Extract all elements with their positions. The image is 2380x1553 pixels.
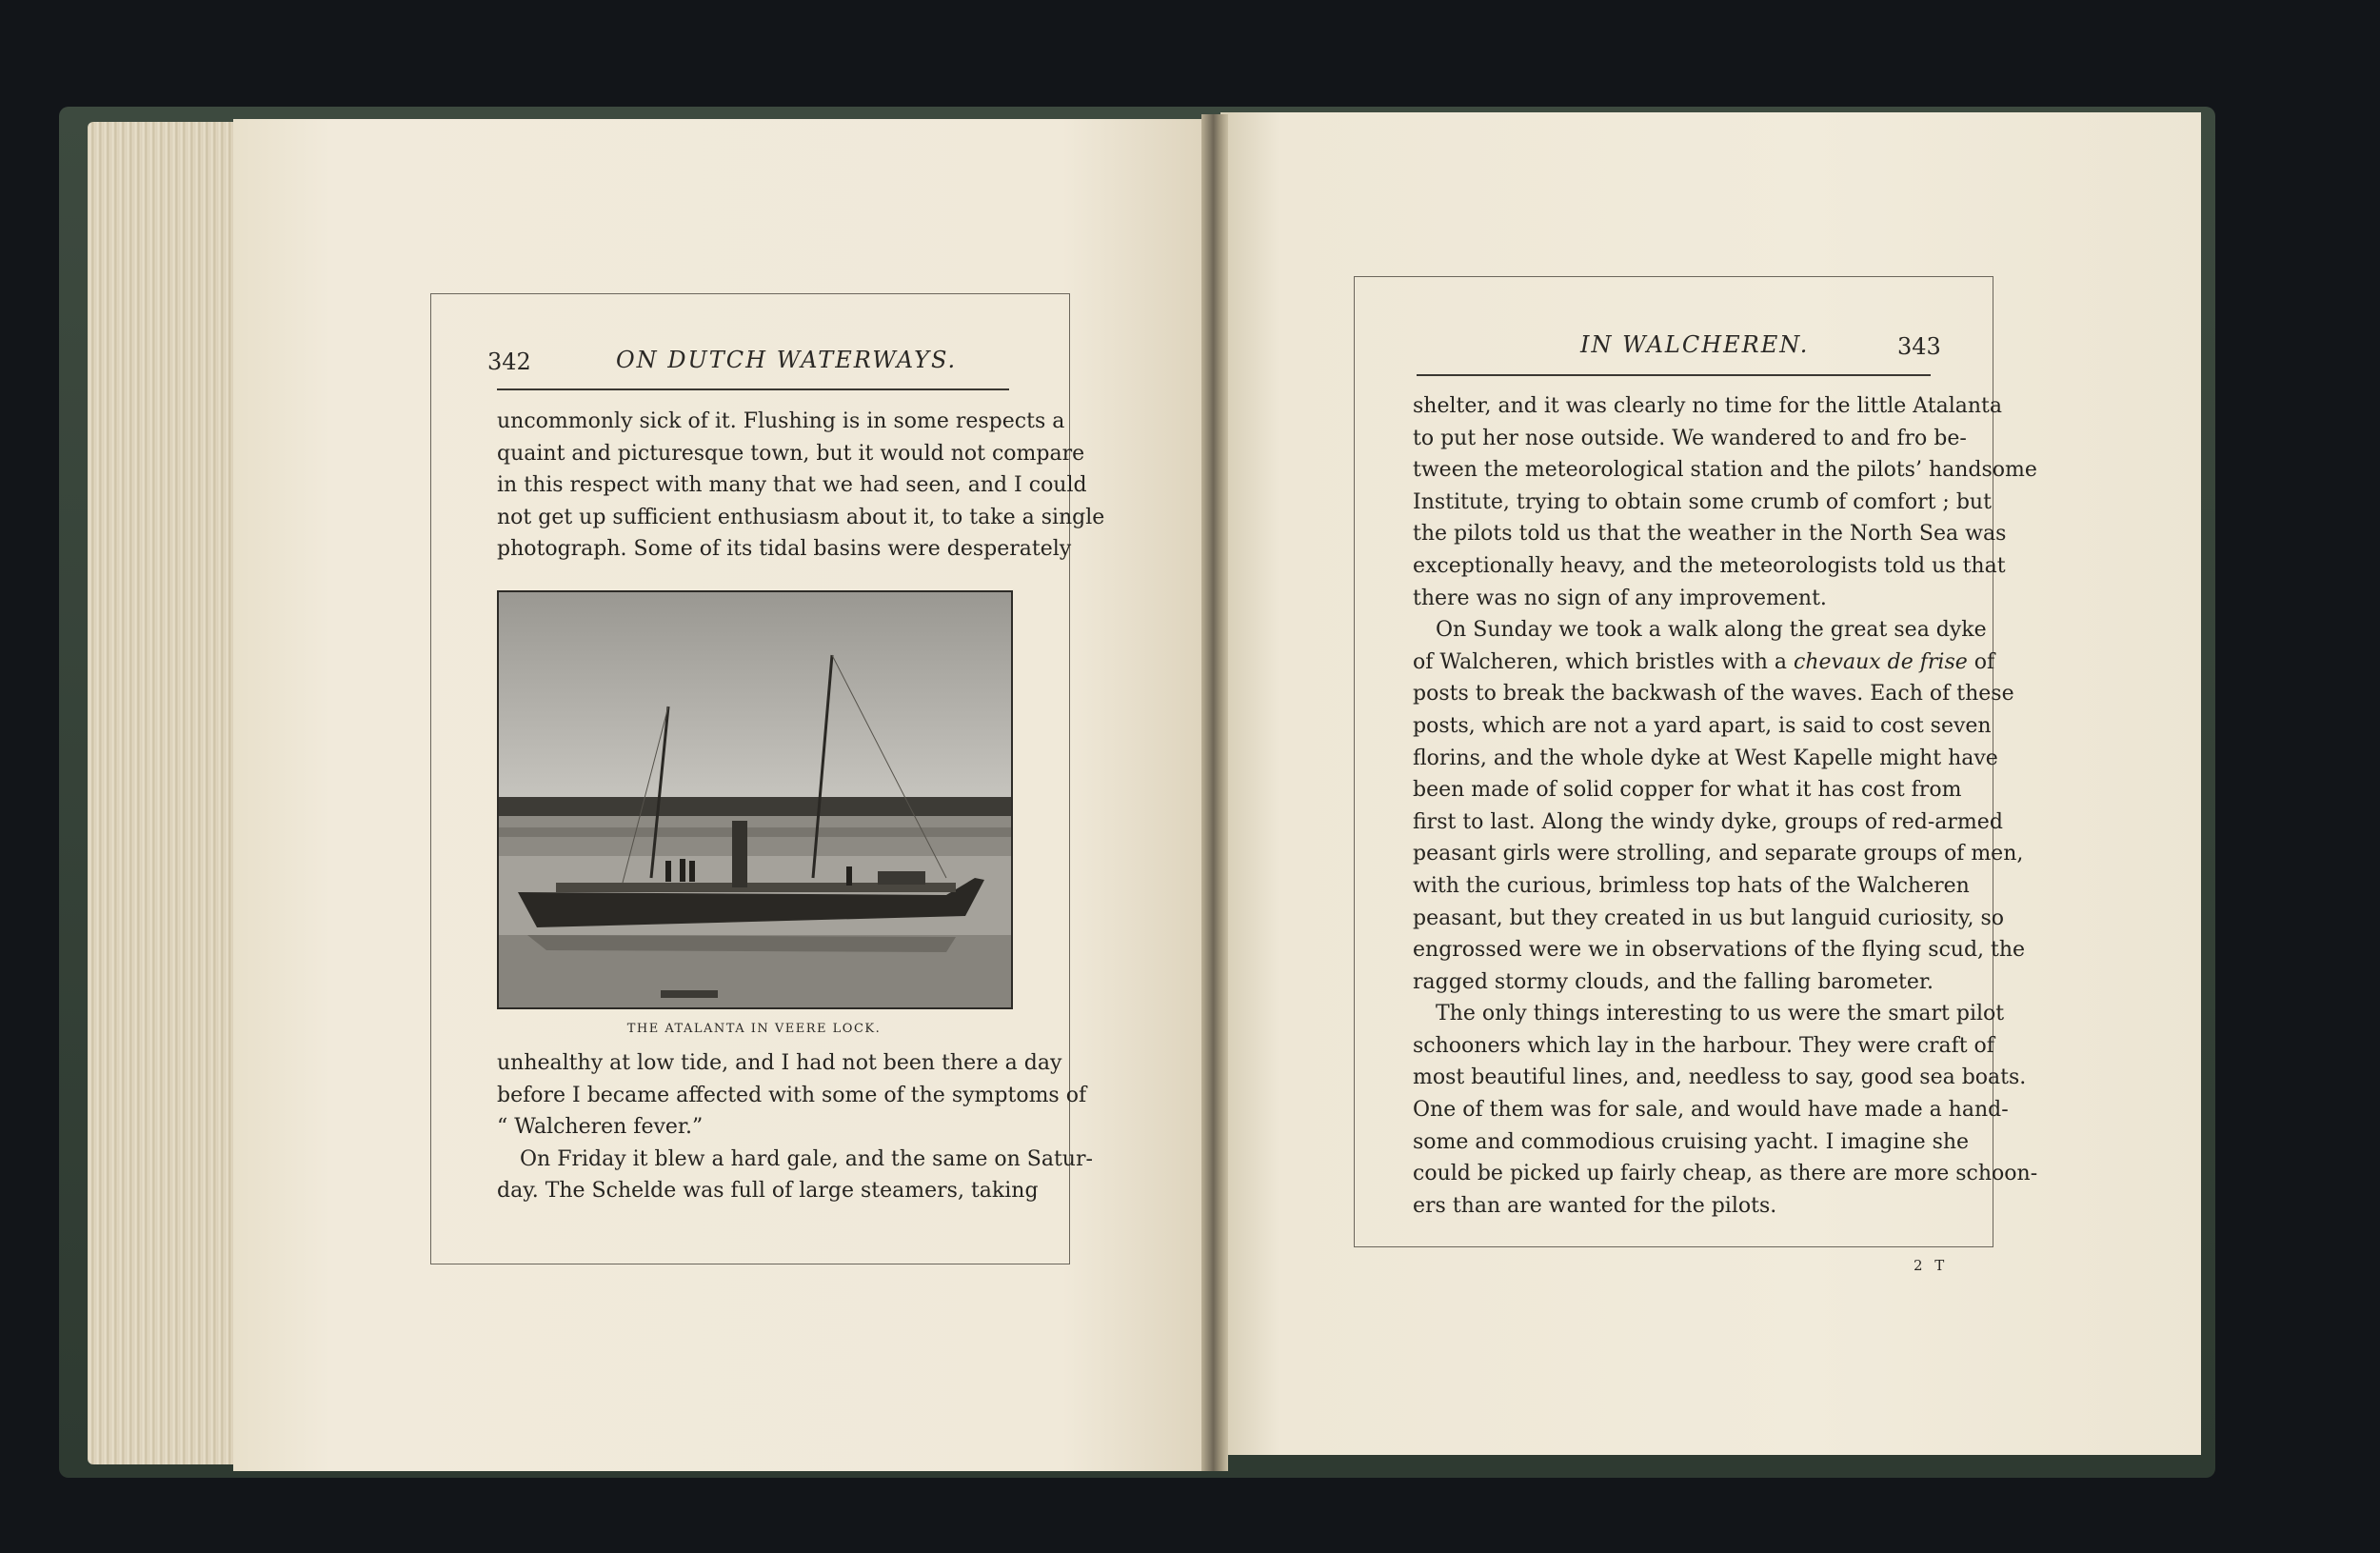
running-title-right: IN WALCHEREN. [1580,331,1810,358]
right-text [1413,390,2038,1222]
text-line: there was no sign of any improvement. [1413,586,1827,610]
text-line: been made of solid copper for what it has cost from [1413,778,1962,803]
text-line: shelter, and it was clearly no time for the little Atalanta [1413,394,2003,418]
text-line: day. The Schelde was full of large steamers, taking [497,1179,1039,1204]
text-line: ragged stormy clouds, and the falling barometer. [1413,969,1934,994]
running-title-left: ON DUTCH WATERWAYS. [616,347,958,373]
atalanta-photograph [497,590,1013,1009]
text-line: engrossed were we in observations of the flying scud, the [1413,938,2026,963]
page-number-right: 343 [1897,333,1941,360]
text-line: florins, and the whole dyke at West Kapelle might have [1413,746,1998,770]
text-line: posts, which are not a yard apart, is said to cost seven [1413,713,1992,738]
text-line-with-italic [1413,647,1995,679]
text-line: with the curious, brimless top hats of the Walcheren [1413,873,1970,898]
text-line: uncommonly sick of it. Flushing is in some respects a [497,409,1065,433]
text-line: most beautiful lines, and, needless to say, good sea boats. [1413,1065,2027,1090]
text-line: One of them was for sale, and would have made a hand- [1413,1098,2009,1123]
header-rule-right [1417,374,1931,376]
text-line: ers than are wanted for the pilots. [1413,1193,1777,1218]
text-line: the pilots told us that the weather in the North Sea was [1413,522,2007,547]
left-text-top [497,406,1105,566]
text-line: quaint and picturesque town, but it would not compare [497,441,1085,466]
text-line: exceptionally heavy, and the meteorologists told us that [1413,553,2006,578]
signature-mark: 2 T [1914,1257,1949,1274]
text-fragment: of Walcheren, which bristles with a [1413,649,1788,674]
text-line: could be picked up fairly cheap, as there are more schoon- [1413,1162,2038,1186]
text-line: in this respect with many that we had seen, and I could [497,473,1087,498]
text-line: schooners which lay in the harbour. They were craft of [1413,1033,1994,1058]
text-line: On Sunday we took a walk along the great sea dyke [1436,618,1987,643]
book-gutter [1201,114,1228,1471]
text-fragment: of [1973,649,1995,674]
left-text-bottom [497,1047,1093,1207]
text-line: photograph. Some of its tidal basins were desperately [497,537,1072,562]
text-line: some and commodious cruising yacht. I imagine she [1413,1129,1970,1154]
italic-phrase: chevaux de frise [1794,649,1968,674]
text-line: Institute, trying to obtain some crumb of comfort ; but [1413,489,1992,514]
page-number-left: 342 [487,348,531,375]
page-edges [88,122,240,1464]
photo-caption: THE ATALANTA IN VEERE LOCK. [626,1022,882,1036]
text-line: peasant girls were strolling, and separate groups of men, [1413,842,2024,866]
text-line: first to last. Along the windy dyke, groups of red-armed [1413,809,2003,834]
text-line: On Friday it blew a hard gale, and the same on Satur- [520,1146,1093,1171]
text-line: The only things interesting to us were the smart pilot [1436,1002,2005,1026]
text-line: tween the meteorological station and the pilots’ handsome [1413,458,2037,483]
text-line: to put her nose outside. We wandered to and fro be- [1413,426,1967,450]
text-line: before I became affected with some of the symptoms of [497,1083,1087,1107]
text-line: peasant, but they created in us but languid curiosity, so [1413,906,2004,930]
text-line: “ Walcheren fever.” [497,1115,704,1140]
text-line: posts to break the backwash of the waves. Each of these [1413,682,2014,707]
text-line: unhealthy at low tide, and I had not been there a day [497,1051,1062,1075]
header-rule-left [497,388,1009,390]
boat-photo-illustration [499,592,1011,1007]
text-line: not get up sufficient enthusiasm about it, to take a single [497,505,1105,529]
